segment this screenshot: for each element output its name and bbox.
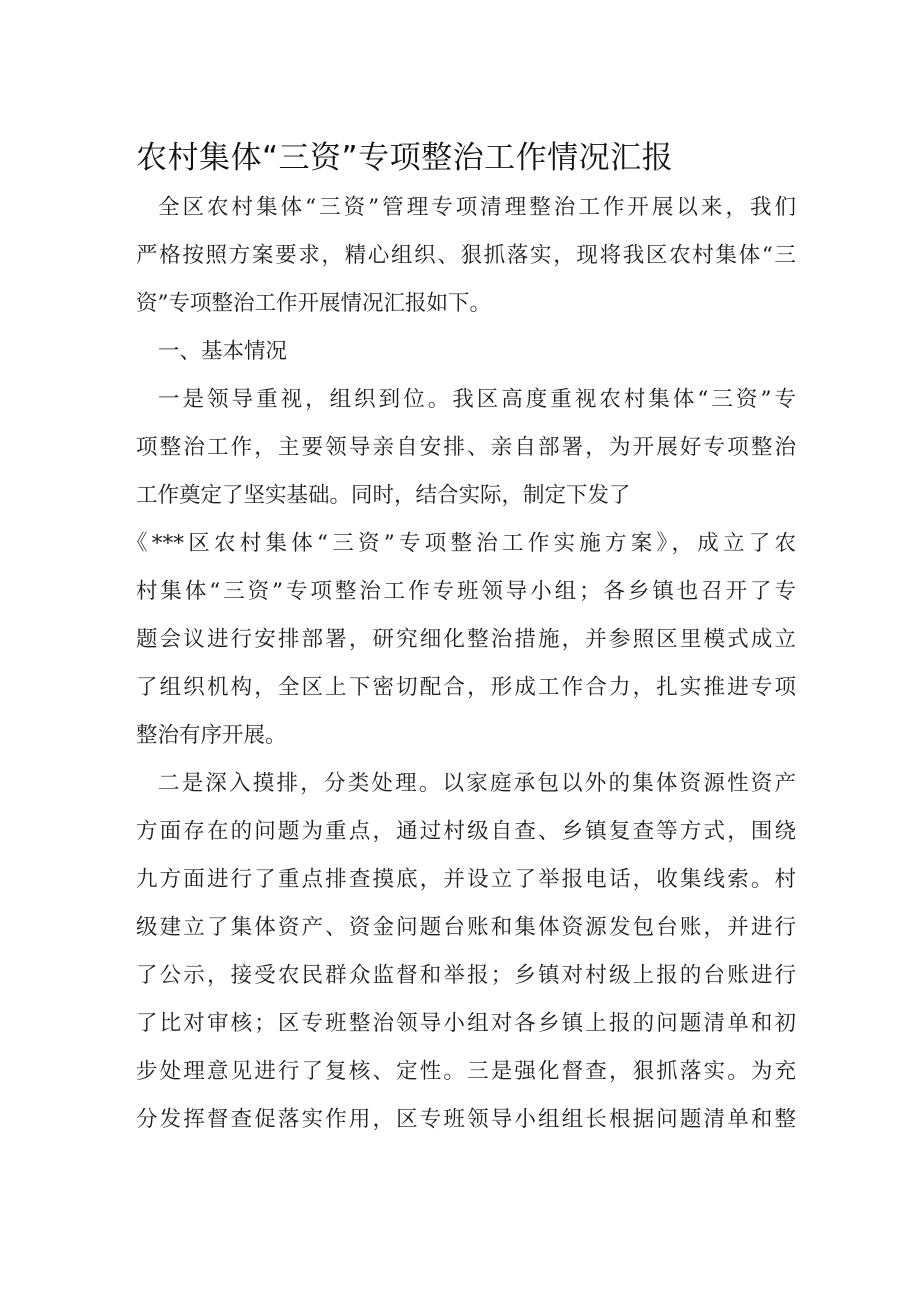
paragraph-line: 九方面进行了重点排查摸底，并设立了举报电话，收集线索。村 [136, 867, 796, 892]
paragraph-line: 项整治工作，主要领导亲自安排、亲自部署，为开展好专项整治 [136, 435, 796, 460]
paragraph-line: 了比对审核；区专班整治领导小组对各乡镇上报的问题清单和初 [136, 1011, 796, 1036]
paragraph-line: 级建立了集体资产、资金问题台账和集体资源发包台账，并进行 [136, 915, 796, 940]
section-heading: 一、基本情况 [158, 339, 288, 364]
paragraph-line: 资”专项整治工作开展情况汇报如下。 [136, 291, 491, 316]
paragraph-line: 工作奠定了坚实基础。同时，结合实际，制定下发了 [136, 483, 631, 508]
document-body [126, 184, 796, 1144]
paragraph-line: 村集体“三资”专项整治工作专班领导小组；各乡镇也召开了专 [136, 579, 796, 604]
paragraph-line: 全区农村集体“三资”管理专项清理整治工作开展以来，我们 [158, 195, 796, 220]
paragraph-line: 题会议进行安排部署，研究细化整治措施，并参照区里模式成立 [136, 627, 796, 652]
paragraph-line: 整治有序开展。 [136, 723, 287, 748]
paragraph-line: 一是领导重视，组织到位。我区高度重视农村集体“三资”专 [158, 387, 796, 412]
paragraph-line: 了公示，接受农民群众监督和举报；乡镇对村级上报的台账进行 [136, 963, 796, 988]
paragraph-line: 二是深入摸排，分类处理。以家庭承包以外的集体资源性资产 [158, 771, 796, 796]
paragraph-line: 方面存在的问题为重点，通过村级自查、乡镇复查等方式，围绕 [136, 819, 796, 844]
paragraph-line: 了组织机构，全区上下密切配合，形成工作合力，扎实推进专项 [136, 675, 796, 700]
paragraph-line: 步处理意见进行了复核、定性。三是强化督查，狠抓落实。为充 [136, 1059, 796, 1084]
paragraph-line: 分发挥督查促落实作用，区专班领导小组组长根据问题清单和整 [136, 1107, 796, 1132]
document-title: 农村集体“三资”专项整治工作情况汇报 [136, 140, 674, 176]
paragraph-line: 严格按照方案要求，精心组织、狠抓落实，现将我区农村集体“三 [136, 243, 796, 268]
paragraph-line: 《***区农村集体“三资”专项整治工作实施方案》，成立了农 [126, 531, 796, 556]
